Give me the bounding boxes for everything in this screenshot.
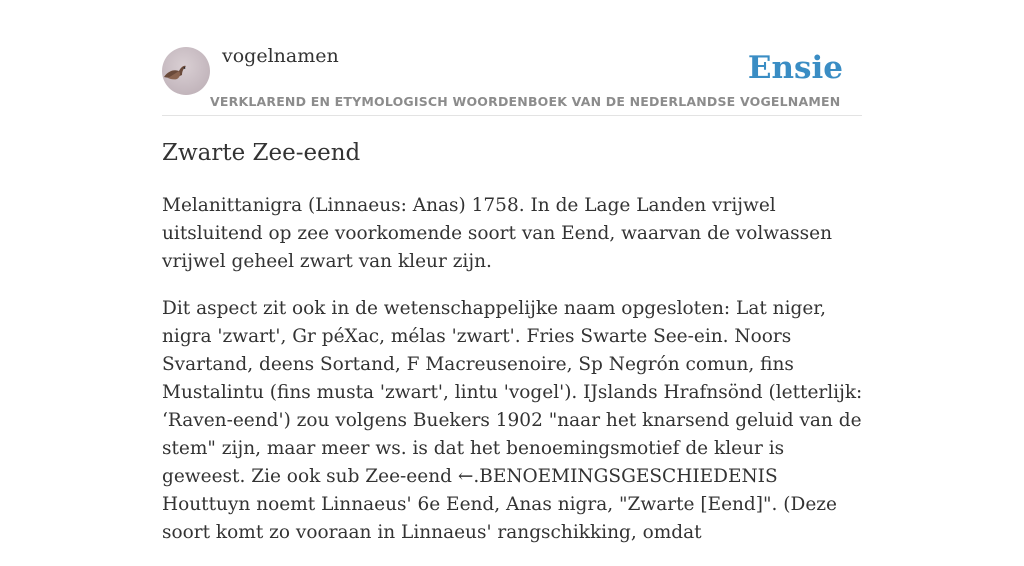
dictionary-name[interactable]: vogelnamen	[222, 45, 339, 67]
dictionary-header	[162, 0, 862, 116]
bird-icon	[162, 47, 210, 95]
entry-paragraph: Melanittanigra (Linnaeus: Anas) 1758. In de Lage Landen vrijwel uitsluitend op zee voorkomende soort van Eend, waarvan de volwassen vrijwel geheel zwart van kleur zijn.	[162, 195, 832, 272]
dictionary-subtitle: VERKLAREND EN ETYMOLOGISCH WOORDENBOEK VAN DE NEDERLANDSE VOGELNAMEN	[210, 94, 841, 109]
entry-paragraph: Dit aspect zit ook in de wetenschappelijke naam opgesloten: Lat niger, nigra 'zwart', Gr péXac, mélas 'zwart'. Fries Swarte See-ein. Noors Svartand, deens Sortand, F Macreusenoire, Sp Negrón comun, fins Mustalintu (fins musta 'zwart', lintu 'vogel'). IJslands Hrafnsönd (letterlijk: ‘Raven-eend') zou volgens Buekers 1902 "naar het knarsend geluid van de stem" zijn, maar meer ws. is dat het benoemingsmotief de kleur is geweest. Zie ook sub Zee-eend ←.BENOEMINGSGESCHIEDENIS Houttuyn noemt Linnaeus' 6e Eend, Anas nigra, "Zwarte [Eend]". (Deze soort komt zo vooraan in Linnaeus' rangschikking, omdat	[162, 298, 863, 543]
entry-title: Zwarte Zee-eend	[162, 140, 361, 166]
dictionary-avatar[interactable]	[162, 47, 210, 95]
ensie-logo[interactable]: Ensie	[747, 50, 843, 86]
entry-body	[162, 192, 864, 566]
